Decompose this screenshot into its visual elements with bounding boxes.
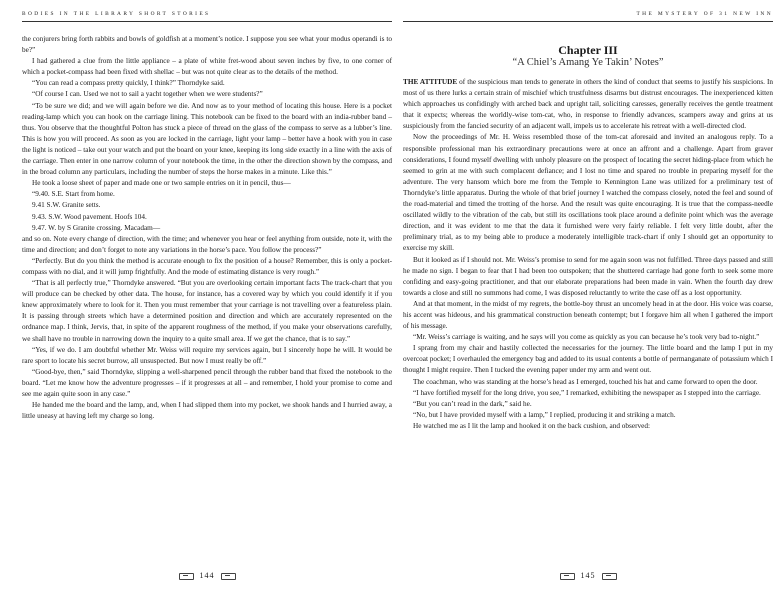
paragraph: “Good-bye, then,” said Thorndyke, slipping a well-sharpened pencil through the rubber band that fixed the notebook to the board. “Let me know how the adventure progresses – if it progresses at all – and remember, I hold your promise to come and see me again quite soon in any case.” <box>22 367 392 398</box>
lead-words: THE ATTITUDE <box>403 78 458 86</box>
running-head-left: BODIES IN THE LIBRARY SHORT STORIES <box>22 11 392 22</box>
paragraph: “That is all perfectly true,” Thorndyke answered. “But you are overlooking certain important facts The track-chart that you will produce can be checked by other data. The house, for instance, has a covered way by which you could identify it if you knew approximately where to look for it. Then you must remember that your carriage is not travelling over a featureless plain. It is passing through streets which have a determined position and direction and which are accurately represented on the ordnance map. I think, Jervis, that, in spite of the apparent roughness of the method, if you make your observations carefully, we shall have no trouble in narrowing down the inquiry to a quite small area. If we get the chance, that is to say.” <box>22 279 392 343</box>
opening-text: of the suspicious man tends to generate in others the kind of conduct that seems to justify his suspicions. In most of us there lurks a certain strain of mischief which trustfulness disarms but distrust encourages. The inexperienced kitten which approaches us confidingly with arched back and upright tail, soliciting caresses, generally receives the gentle treatment that it expects; whereas the worldly-wise tom-cat, who, in response to friendly advances, scampers away and grins at us suspiciously from the fancied security of an adjacent wall, impels us to accelerate his retreat with a well-directed clod. <box>403 78 773 131</box>
paragraph: Now the proceedings of Mr. H. Weiss resembled those of the tom-cat aforesaid and invited an analogous reply. To a responsible professional man his extraordinary precautions were at once an affront and a challenge. Apart from graver considerations, I found myself dwelling with unholy pleasure on the prospect of locating the secret hiding-place from which he seemed to grin at me with such complacent defiance; and I lost no time and spared no trouble in preparing myself for the adventure. The very hansom which bore me from the Temple to Kennington Lane was utilized for a preliminary test of Thorndyke’s little apparatus. During the whole of that brief journey I watched the compass closely, noted the feel and sound of the road-material and timed the trotting of the horse. And the result was quite encouraging. It is true that the compass-needle oscillated wildly to the vibration of the cab, but still its oscillations took place around a definite point which was the average direction, and it was evident to me that the data it furnished were very fairly reliable. I felt very little doubt, after the preliminary trial, as to my being able to produce a moderately intelligible track-chart if only I should get an opportunity to exercise my skill. <box>403 133 773 253</box>
paragraph: “Mr. Weiss’s carriage is waiting, and he says will you come as quickly as you can because he’s took very bad to-night.” <box>413 333 760 342</box>
paragraph: and so on. Note every change of direction, with the time; and whenever you hear or feel anything from outside, note it, with the time and direction; and don’t forget to note any variations in the horse’s pace. You follow the process?” <box>22 234 392 254</box>
folio-ornament-icon <box>602 573 617 580</box>
paragraph: But it looked as if I should not. Mr. Weiss’s promise to send for me again soon was not fulfilled. Three days passed and still he made no sign. I began to fear that I had been too outspoken; that the shuttered carriage had gone forth to seek some more confiding and easy-going practitioner, and that our elaborate preparations had been made in vain. When the fourth day drew towards a close and still no summons had come, I was disposed reluctantly to write the case off as a lost opportunity. <box>403 255 773 297</box>
paragraph: He handed me the board and the lamp, and, when I had slipped them into my pocket, we shook hands and I hurried away, a little uneasy at having left my charge so long. <box>22 401 392 421</box>
paragraph: “I have fortified myself for the long drive, you see,” I remarked, exhibiting the newspaper as I stepped into the carriage. <box>413 388 761 397</box>
page-number-right <box>403 571 773 580</box>
paragraph: the conjurers bring forth rabbits and bowls of goldfish at a moment’s notice. I suppose you see what your modus operandi is to be?” <box>22 35 392 55</box>
notebook-entry: 9.47. W. by S Granite crossing. Macadam— <box>32 223 161 232</box>
page-number: 144 <box>199 571 215 580</box>
paragraph: “Yes, if we do. I am doubtful whether Mr. Weiss will require my services again, but I sincerely hope he will. It would be rare sport to locate his secret burrow, all unsuspected. But now I must really be off.” <box>22 345 392 365</box>
paragraph: The coachman, who was standing at the horse’s head as I emerged, touched his hat and came forward to open the door. <box>413 377 758 386</box>
paragraph: He took a loose sheet of paper and made one or two sample entries on it in pencil, thus— <box>32 179 291 188</box>
folio-ornament-icon <box>560 573 575 580</box>
opening-paragraph <box>403 77 773 132</box>
notebook-entry: 9.41 S.W. Granite setts. <box>32 201 101 210</box>
folio-ornament-icon <box>221 573 236 580</box>
chapter-heading <box>403 44 773 69</box>
folio-ornament-icon <box>179 573 194 580</box>
right-page <box>403 0 773 600</box>
page-number: 145 <box>580 571 596 580</box>
paragraph: I sprang from my chair and hastily collected the necessaries for the journey. The little board and the lamp I put in my overcoat pocket; I overhauled the emergency bag and added to its usual contents a bottle of permanganate of potassium which I thought I might require. Then I tucked the evening paper under my arm and went out. <box>403 344 773 375</box>
paragraph: “You can read a compass pretty quickly, I think?” Thorndyke said. <box>32 79 225 88</box>
left-page-text <box>22 34 392 422</box>
paragraph: “Of course I can. Used we not to sail a yacht together when we were students?” <box>32 90 263 99</box>
chapter-title: “A Chiel’s Amang Ye Takin’ Notes” <box>512 57 664 68</box>
paragraph: “But you can’t read in the dark,” said he. <box>413 399 532 408</box>
notebook-entry: 9.43. S.W. Wood pavement. Hoofs 104. <box>32 212 147 221</box>
paragraph: “Perfectly. But do you think the method is accurate enough to fix the position of a house? Remember, this is only a pocket-compass with no dial, and it will jump frightfully. And the mode of estimating distance is very rough.” <box>22 256 392 276</box>
paragraph: He watched me as I lit the lamp and hooked it on the back cushion, and observed: <box>413 421 650 430</box>
chapter-number: Chapter III <box>558 43 618 57</box>
paragraph: I had gathered a clue from the little appliance – a plate of white fret-wood about seven inches by five, to one corner of which a pocket-compass had been fixed with shellac – but was not quite clear as to the details of the method. <box>22 57 392 77</box>
running-head-right: THE MYSTERY OF 31 NEW INN <box>403 11 773 22</box>
paragraph: “To be sure we did; and we will again before we die. And now as to your method of locating this house. Here is a pocket reading-lamp which you can hook on the carriage lining. This notebook can be fixed to the board with an india-rubber band – thus. You observe that the thoughtful Polton has stuck a piece of thread on the glass of the compass to serve as a lubber’s line. This is how you will proceed. As soon as you are locked in the carriage, light your lamp – better have a hook with you in case the light is noticed – take out your watch and put the board on your knee, keeping its long side exactly in a line with the axis of the carriage. Then enter in one narrow column of your notebook the time, in the other the direction shown by the compass, and in the broad column any particulars, including the number of steps the horse makes in a minute. Like this.” <box>22 101 392 177</box>
left-page <box>22 0 392 600</box>
paragraph: And at that moment, in the midst of my regrets, the bottle-boy thrust an uncomely head in at the door. His voice was coarse, his accent was hideous, and his grammatical construction beneath contempt; but I forgave him all when I gathered the import of his message. <box>403 299 773 331</box>
paragraph: “No, but I have provided myself with a lamp,” I replied, producing it and striking a match. <box>413 410 676 419</box>
right-page-text <box>403 34 773 432</box>
page-number-left <box>22 571 392 580</box>
notebook-entry: “9.40. S.E. Start from home. <box>32 190 115 199</box>
